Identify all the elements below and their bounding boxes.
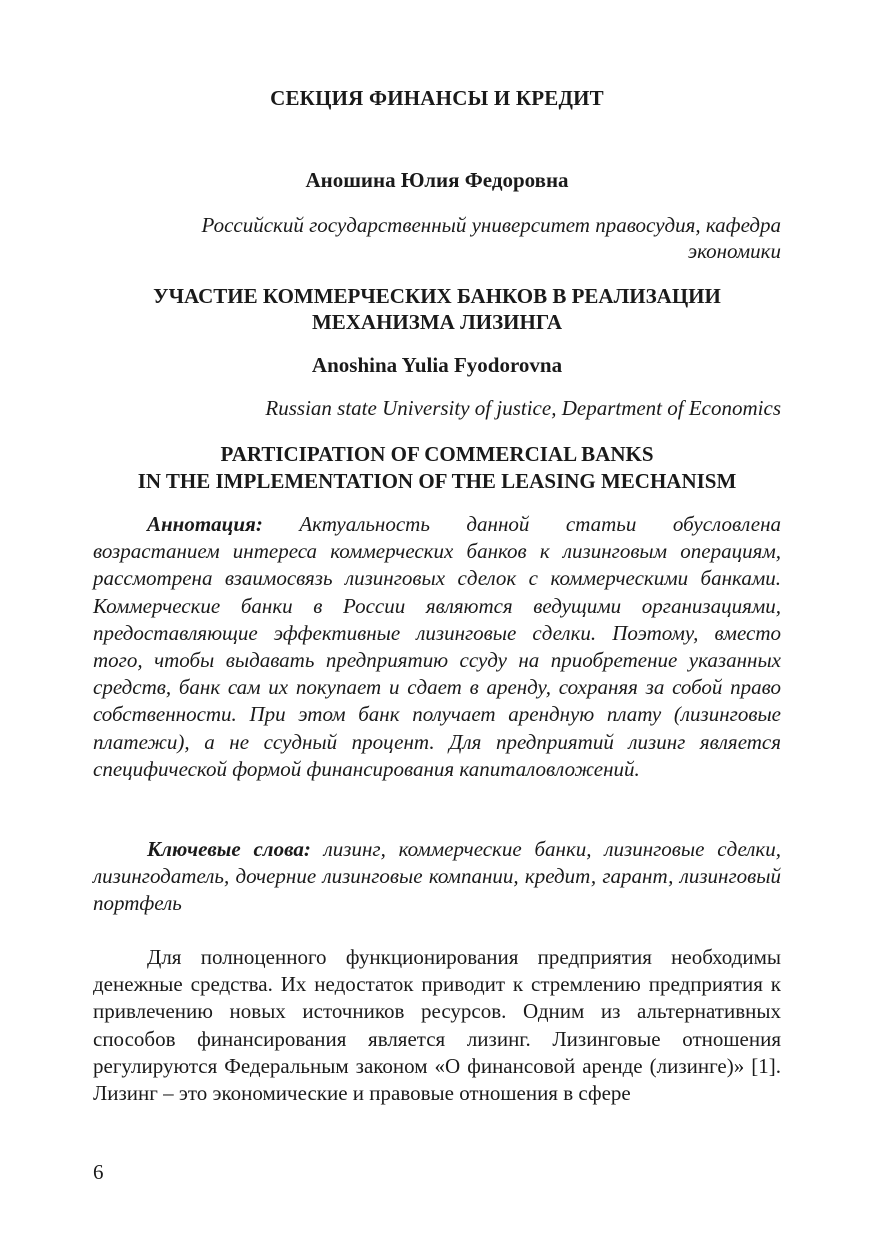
article-title-ru: [93, 283, 781, 335]
keywords-label: Ключевые слова:: [147, 837, 311, 861]
abstract-label: Аннотация:: [147, 512, 263, 536]
article-title-ru-line2: МЕХАНИЗМА ЛИЗИНГА: [311, 310, 563, 334]
author-name-ru: Аношина Юлия Федоровна: [305, 168, 569, 192]
section-title: СЕКЦИЯ ФИНАНСЫ И КРЕДИТ: [270, 86, 604, 110]
article-title-en-line1: PARTICIPATION OF COMMERCIAL BANKS: [220, 442, 654, 466]
body-text: [93, 944, 781, 1107]
article-title-en: [93, 441, 781, 495]
affiliation-ru-line1: Российский государственный университет правосудия, кафедра: [201, 213, 781, 237]
keywords: [93, 836, 781, 918]
article-title-en-line2: IN THE IMPLEMENTATION OF THE LEASING MECHANISM: [137, 469, 737, 493]
affiliation-ru-line2: экономики: [687, 239, 781, 263]
page-number: 6: [93, 1160, 104, 1184]
body-paragraph: Для полноценного функционирования предприятия необходимы денежные средства. Их недостаток приводит к стремлению предприятия к привлечению новых источников ресурсов. Одним из альтернативных способов финансирования является лизинг. Лизинговые отношения регулируются Федеральным законом «О финансовой аренде (лизинге)» [1]. Лизинг – это экономические и правовые отношения в сфере: [93, 945, 781, 1106]
abstract-text: Актуальность данной статьи обусловлена возрастанием интереса коммерческих банков к лизинговым операциям, рассмотрена взаимосвязь лизинговых сделок с коммерческими банками. Коммерческие банки в России являются ведущими организациями, предоставляющие эффективные лизинговые сделки. Поэтому, вместо того, чтобы выдавать предприятию ссуду на приобретение указанных средств, банк сам их покупает и сдает в аренду, сохраняя за собой право собственности. При этом банк получает арендную плату (лизинговые платежи), а не ссудный процент. Для предприятий лизинг является специфической формой финансирования капиталовложений.: [93, 512, 781, 781]
affiliation-ru: [93, 212, 781, 264]
abstract: [93, 511, 781, 783]
document-page: [93, 0, 781, 1241]
article-title-ru-line1: УЧАСТИЕ КОММЕРЧЕСКИХ БАНКОВ В РЕАЛИЗАЦИИ: [153, 284, 721, 308]
keywords-text: лизинг, коммерческие банки, лизинговые сделки, лизингодатель, дочерние лизинговые компании, кредит, гарант, лизинговый портфель: [93, 837, 781, 916]
affiliation-en: Russian state University of justice, Department of Economics: [265, 396, 781, 420]
author-name-en: Anoshina Yulia Fyodorovna: [311, 353, 563, 377]
